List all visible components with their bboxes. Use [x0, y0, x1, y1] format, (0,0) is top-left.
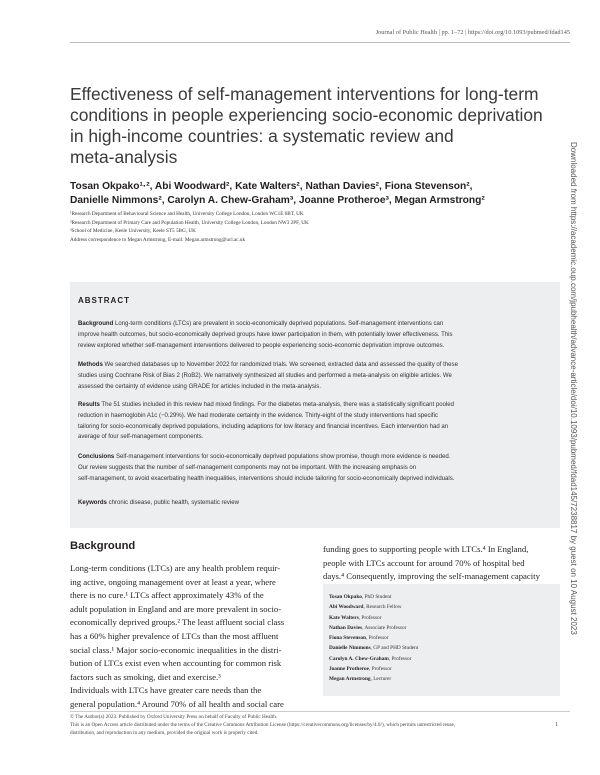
download-watermark: Downloaded from https://academic.oup.com/jpubhealth/advance-article/doi/10.1093/pubmed/fdad145/7238817 by guest on 10 August 2023	[569, 142, 578, 635]
abstract-text: studies using Cochrane Risk of Bias 2 (RoB2). We narratively synthesized all studies and performed a meta-analysis on eligible articles. We	[78, 372, 452, 379]
contributor-role: , Professor	[388, 655, 412, 662]
body-line: people with LTCs account for around 70% of hospital bed	[323, 557, 525, 568]
contributor-name: Carolyn A. Chew-Graham	[329, 655, 389, 662]
author-list	[70, 180, 560, 208]
contributor-entry	[329, 633, 554, 643]
abstract-text: self-management, to avoid exacerbating health inequalities, interventions should include tailoring for socio-economically deprived individuals.	[78, 475, 455, 482]
author-line: Danielle Nimmons², Carolyn A. Chew-Graham³, Joanne Protheroe³, Megan Armstrong²	[70, 195, 485, 206]
contributor-role: , Associate Professor	[362, 624, 407, 631]
contributor-role: , Professor	[368, 666, 392, 673]
header-divider	[70, 42, 570, 43]
footer-line: distribution, and reproduction in any medium, provided the original work is properly cited.	[70, 729, 259, 736]
body-line: adult population in England and are more prevalent in socio-	[70, 603, 282, 614]
abstract-label: Results	[78, 402, 100, 408]
abstract-keywords	[78, 498, 556, 509]
article-title	[70, 84, 560, 168]
contributor-name: Fiona Stevenson	[329, 635, 366, 642]
abstract-text: assessed the certainty of evidence using GRADE for articles included in the meta-analysis.	[78, 383, 322, 390]
abstract-text: Our review suggests that the number of self-management components may not be important. With the increasing emphasis on	[78, 464, 417, 471]
body-column-left	[70, 562, 310, 712]
abstract-text: average of four self-management components.	[78, 434, 204, 441]
abstract-label: Keywords	[78, 500, 107, 506]
section-heading-background: Background	[70, 540, 136, 552]
running-header	[376, 29, 570, 36]
page-range: pp. 1–72	[441, 29, 464, 36]
contributor-role: , PhD Student	[361, 594, 392, 600]
author-line: Tosan Okpako¹·², Abi Woodward², Kate Walters², Nathan Davies², Fiona Stevenson²,	[70, 181, 473, 192]
footer-line[interactable]: This is an Open Access article distributed under the terms of the Creative Commons Attribution License (https://creativecommons.org/licenses/by/4.0/), which permits unrestricted reuse,	[70, 721, 456, 728]
page-number: 1	[555, 722, 558, 728]
abstract-label: Background	[78, 321, 114, 327]
title-line: conditions in people experiencing socio-economic deprivation	[70, 105, 543, 125]
keywords-text: chronic disease, public health, systematic review	[106, 500, 239, 506]
body-line: social class.¹ Major socio-economic inequalities in the distri-	[70, 644, 282, 655]
contributor-entry	[329, 602, 554, 612]
abstract-methods	[78, 360, 556, 392]
body-line: Long-term conditions (LTCs) are any health problem requir-	[70, 563, 281, 573]
body-line: there is no cure.¹ LTCs affect approximately 43% of the	[70, 590, 264, 601]
affiliations	[70, 210, 550, 245]
contributor-entry	[329, 613, 554, 623]
contributor-name: Nathan Davies	[329, 624, 363, 631]
title-line: meta-analysis	[70, 147, 178, 167]
header-separator: |	[438, 29, 440, 36]
abstract-text: review explored whether self-management interventions delivered to people experiencing socio-economic deprivation improve outcomes.	[78, 342, 445, 349]
abstract-text: We searched databases up to November 2022 for randomized trials. We screened, extracted data and assessed the quality of these	[102, 362, 458, 368]
abstract-text: reduction in haemoglobin A1c (−0.29%). We had moderate certainty in the evidence. Thirty-eight of the study interventions had specific	[78, 412, 438, 419]
affiliation: ²Research Department of Primary Care and Population Health, University College London, London NW3 2PF, UK	[70, 219, 309, 226]
contributor-name: Kate Walters	[329, 614, 359, 621]
copyright-footer	[70, 714, 550, 737]
header-separator-2: |	[465, 29, 467, 36]
footer-line: © The Author(s) 2023. Published by Oxford University Press on behalf of Faculty of Public Health.	[70, 714, 278, 720]
contributor-role: , GP and PHD Student	[370, 645, 419, 652]
abstract-text: Self-management interventions for socio-economically deprived populations show promise, though more evidence is needed.	[114, 454, 451, 460]
abstract-text: The 51 studies included in this review had mixed findings. For the diabetes meta-analysis, there was a statistically significant pooled	[99, 402, 454, 408]
contributor-entry	[329, 664, 554, 674]
body-line: factors such as smoking, diet and exercise.³	[70, 671, 221, 682]
abstract-text: Long-term conditions (LTCs) are prevalent in socio-economically deprived populations. Self-management interventions can	[113, 321, 444, 327]
affiliation: ¹Research Department of Behavioural Science and Health, University College London, London WC1E 6BT, UK	[70, 211, 304, 217]
footer-divider	[70, 711, 570, 712]
contributor-role: , Professor	[358, 614, 382, 621]
contributor-name: Danielle Nimmons	[329, 645, 371, 652]
abstract-text: tailoring for socio-economically deprived populations, including adaptions for low literacy and financial incentives. Each intervention had an	[78, 423, 449, 430]
body-line: general population.⁴ Around 70% of all health and social care	[70, 698, 284, 709]
body-line: days.⁴ Consequently, improving the self-management capacity	[323, 571, 540, 582]
contributor-box	[323, 584, 560, 696]
body-line: Individuals with LTCs have greater care needs than the	[70, 685, 262, 696]
correspondence-address[interactable]: Address correspondence to Megan Armstrong, E-mail: Megan.armstrong@ucl.ac.uk	[70, 237, 246, 244]
contributor-role: , Research Fellow	[363, 604, 402, 611]
abstract-text: improve health outcomes, but socio-economically deprived groups have lower participation in them, with potentially lower effectiveness. This	[78, 331, 453, 338]
contributor-role: , Lecturer	[370, 676, 392, 683]
body-line: ing active, ongoing management over at least a year, where	[70, 576, 276, 587]
contributor-name: Megan Armstrong	[329, 676, 371, 683]
body-line: bution of LTCs exist even when accounting for common risk	[70, 658, 282, 669]
contributor-entry	[329, 654, 554, 664]
contributor-name: Tosan Okpako	[329, 594, 362, 600]
title-line: in high-income countries: a systematic review and	[70, 126, 454, 146]
body-line: funding goes to supporting people with LTCs.⁴ In England,	[323, 544, 529, 554]
contributor-name: Abi Woodward	[329, 604, 364, 611]
abstract-results	[78, 400, 556, 443]
abstract-box	[70, 282, 560, 528]
doi-link[interactable]: https://doi.org/10.1093/pubmed/fdad145	[467, 29, 570, 36]
journal-name: Journal of Public Health	[375, 29, 438, 36]
contributor-entry	[329, 643, 554, 653]
body-line: economically deprived groups.² The least affluent social class	[70, 617, 285, 628]
contributor-name: Joanne Protheroe	[329, 666, 369, 673]
abstract-conclusions	[78, 452, 556, 484]
abstract-label: Methods	[78, 362, 103, 368]
title-line: Effectiveness of self-management interventions for long-term	[70, 84, 539, 104]
contributor-entry	[329, 592, 554, 602]
contributor-entry	[329, 623, 554, 633]
abstract-heading: ABSTRACT	[78, 296, 130, 305]
abstract-label: Conclusions	[78, 454, 115, 460]
body-column-right	[323, 543, 563, 584]
contributor-entry	[329, 674, 554, 684]
affiliation: ³School of Medicine, Keele University, Keele ST5 5BG, UK	[70, 228, 196, 235]
body-line: has a 60% higher prevalence of LTCs than the most affluent	[70, 630, 279, 641]
abstract-background	[78, 319, 556, 351]
contributor-role: , Professor	[365, 635, 389, 642]
